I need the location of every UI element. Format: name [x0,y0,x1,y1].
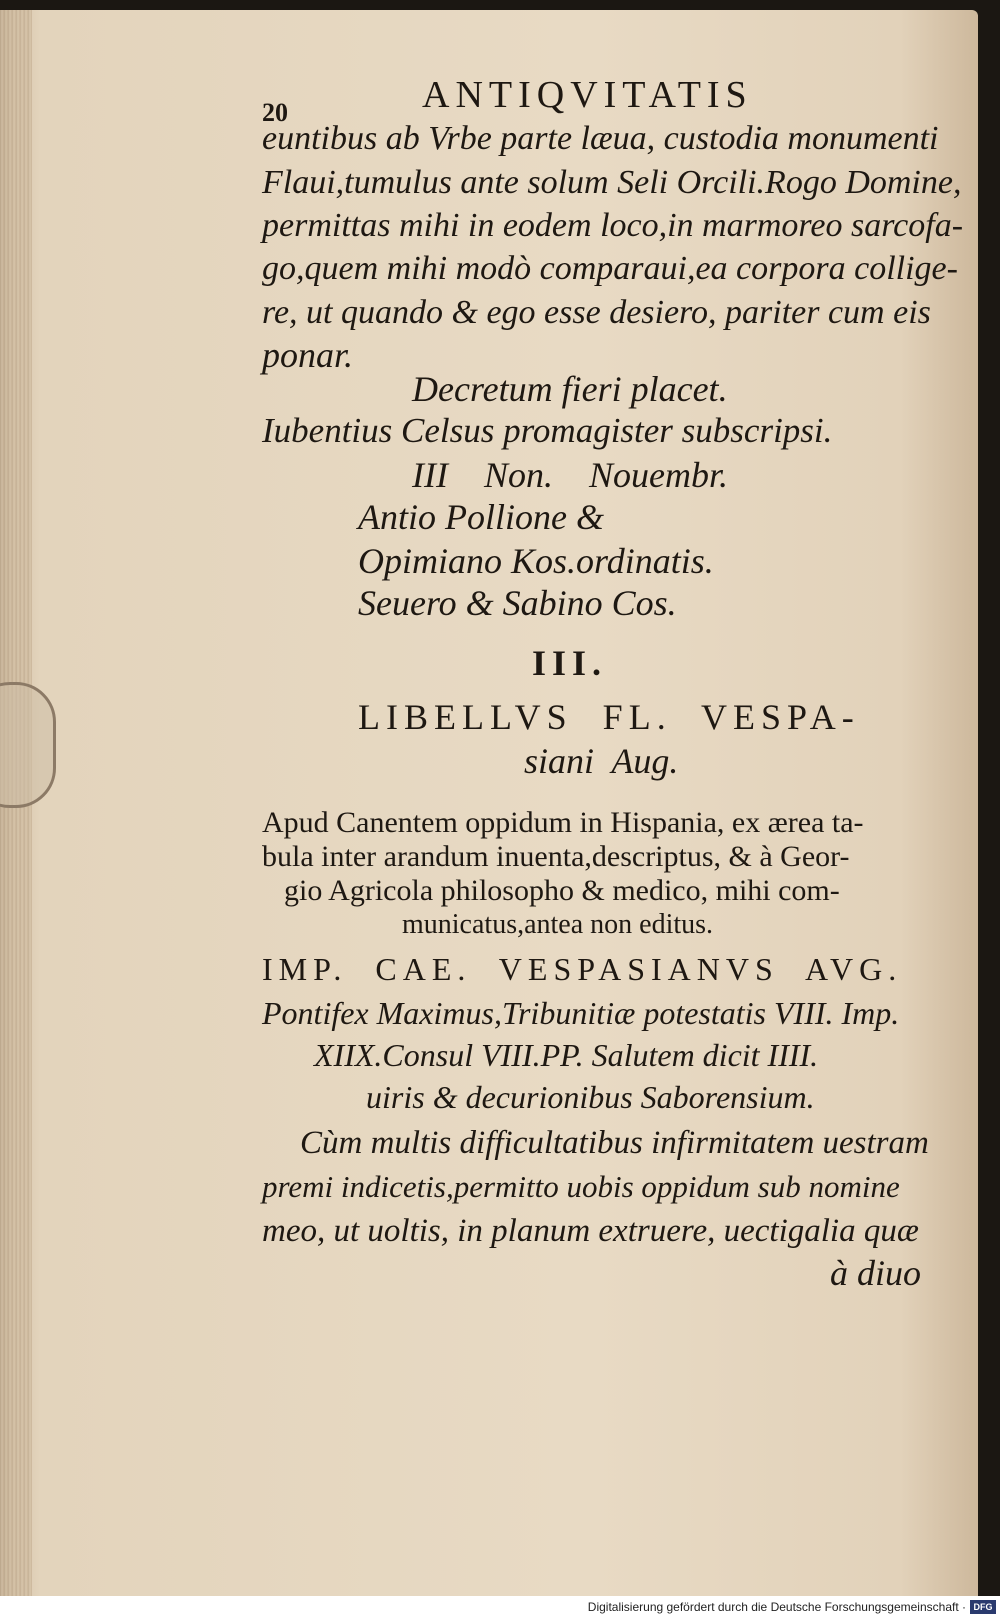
page-number: 20 [262,98,288,127]
text-line: Antio Pollione & [358,497,604,537]
text-line: re, ut quando & ego esse desiero, pariter cum eis [262,294,931,331]
book-page [0,10,978,1596]
digitization-footer [0,1596,1000,1616]
section-title-cont: siani Aug. [524,741,679,781]
digitization-credit: Digitalisierung gefördert durch die Deutsche Forschungsgemeinschaft · [587,1600,966,1614]
decree-heading: IMP. CAE. VESPASIANVS AVG. [262,951,903,987]
text-line: III Non. Nouembr. [412,455,728,495]
text-line: uiris & decurionibus Saborensium. [366,1079,815,1115]
text-line: premi indicetis,permitto uobis oppidum sub nomine [262,1169,900,1204]
dfg-logo-icon: DFG [970,1600,996,1614]
text-line: municatus,antea non editus. [402,909,714,940]
text-line: ponar. [262,335,354,375]
text-line: gio Agricola philosopho & medico, mihi com- [284,874,840,907]
text-line: Decretum fieri placet. [412,369,728,409]
catchword: à diuo [830,1253,922,1293]
text-line: Iubentius Celsus promagister subscripsi. [262,411,833,450]
text-line: Flaui,tumulus ante solum Seli Orcili.Rogo Domine, [262,164,962,201]
running-head: ANTIQVITATIS [422,74,753,116]
text-line: Seuero & Sabino Cos. [358,583,677,623]
text-line: Pontifex Maximus,Tribunitiæ potestatis VIII. Imp. [262,995,900,1031]
section-number: III. [532,643,608,683]
text-line: go,quem mihi modò comparaui,ea corpora collige- [262,250,958,287]
text-line: Opimiano Kos.ordinatis. [358,541,714,581]
text-line: euntibus ab Vrbe parte læua, custodia monumenti [262,120,939,157]
text-line: Apud Canentem oppidum in Hispania, ex ærea ta- [262,806,864,839]
text-line: permittas mihi in eodem loco,in marmoreo sarcofa- [262,207,964,244]
text-line: bula inter arandum inuenta,descriptus, & à Geor- [262,840,850,873]
clasp-strap [0,682,56,808]
text-line: XIIX.Consul VIII.PP. Salutem dicit IIII. [314,1037,819,1073]
text-line: Cùm multis difficultatibus infirmitatem uestram [300,1125,929,1161]
section-title: LIBELLVS FL. VESPA- [358,697,860,737]
text-line: meo, ut uoltis, in planum extruere, uectigalia quæ [262,1213,919,1249]
